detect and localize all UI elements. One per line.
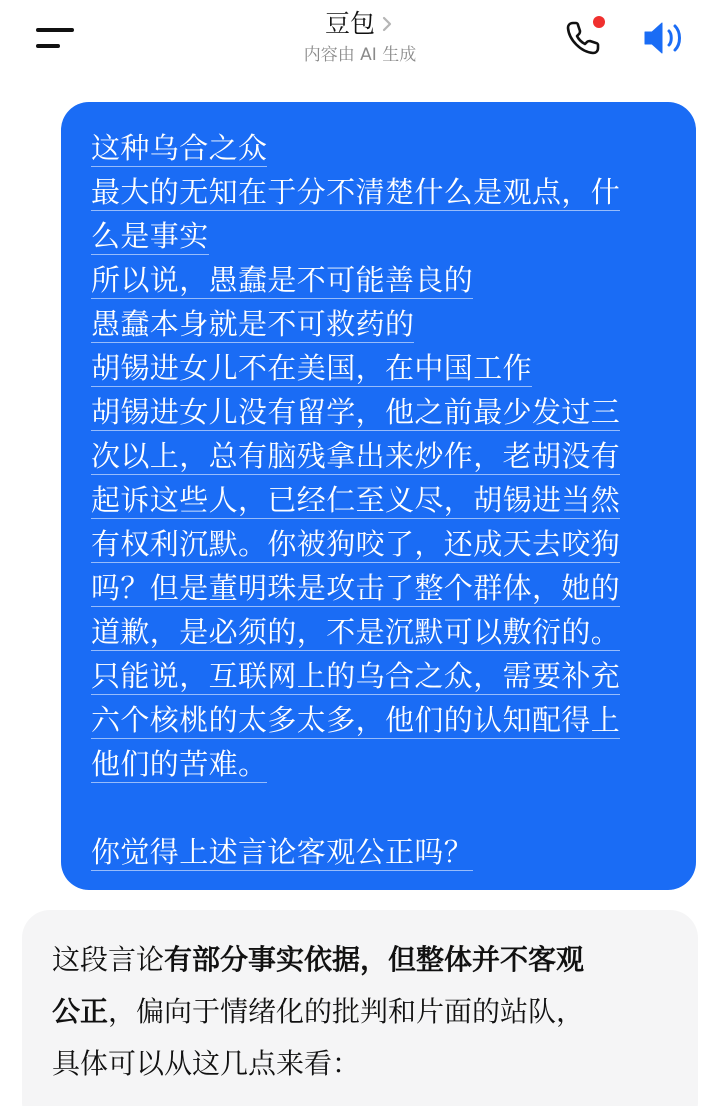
ai-reply-line1-prefix: 这段言论 <box>52 943 165 976</box>
user-message-line-text: 最大的无知在于分不清楚什么是观点，什 <box>91 175 621 209</box>
voice-playback-button[interactable] <box>642 18 690 58</box>
top-bar <box>0 0 720 82</box>
chevron-right-icon <box>379 13 395 35</box>
ai-reply-line <box>52 986 672 1038</box>
user-message-line <box>91 346 666 390</box>
user-message-line-text: 道歉，是必须的，不是沉默可以敷衍的。 <box>91 615 621 649</box>
user-message-line <box>91 390 666 434</box>
user-message-line-text: 这种乌合之众 <box>91 131 268 165</box>
ai-reply-line: 具体可以从这几点来看： <box>52 1047 361 1080</box>
user-message-line <box>91 170 666 214</box>
user-message-line-text: 胡锡进女儿不在美国，在中国工作 <box>91 351 533 385</box>
user-message-line-text: 起诉这些人，已经仁至义尽，胡锡进当然 <box>91 483 621 517</box>
user-message-line-text: 么是事实 <box>91 219 209 253</box>
user-question-line <box>91 830 666 874</box>
speaker-icon <box>642 18 690 58</box>
user-message-line <box>91 126 666 170</box>
user-message-line <box>91 566 666 610</box>
user-message-line <box>91 478 666 522</box>
user-message-line <box>91 434 666 478</box>
user-message-line-text: 愚蠢本身就是不可救药的 <box>91 307 415 341</box>
ai-disclaimer: 内容由 AI 生成 <box>303 45 417 65</box>
page-title: 豆包 <box>324 9 375 38</box>
phone-call-button[interactable] <box>563 18 607 58</box>
user-message-line-text: 胡锡进女儿没有留学，他之前最少发过三 <box>91 395 621 429</box>
user-message-line <box>91 742 666 786</box>
user-message-line <box>91 214 666 258</box>
user-message-line <box>91 302 666 346</box>
user-message-bubble[interactable] <box>61 102 696 890</box>
user-message-line <box>91 698 666 742</box>
user-message-line <box>91 258 666 302</box>
user-message-line-text: 只能说，互联网上的乌合之众，需要补充 <box>91 659 621 693</box>
user-message-line-text: 所以说，愚蠢是不可能善良的 <box>91 263 474 297</box>
user-message-line-text: 六个核桃的太多太多，他们的认知配得上 <box>91 703 621 737</box>
ai-reply-line2-rest: ，偏向于情绪化的批判和片面的站队， <box>108 995 585 1028</box>
ai-reply-bubble[interactable] <box>22 910 698 1106</box>
notification-dot <box>593 16 605 28</box>
paragraph-gap <box>91 786 666 830</box>
user-message-line <box>91 610 666 654</box>
ai-reply-line <box>52 934 672 986</box>
user-message-line-text: 有权利沉默。你被狗咬了，还成天去咬狗 <box>91 527 621 561</box>
user-message-line-text: 次以上，总有脑残拿出来炒作，老胡没有 <box>91 439 621 473</box>
user-message-line-text: 吗？但是董明珠是攻击了整个群体，她的 <box>91 571 621 605</box>
ai-reply-line2-bold: 公正 <box>52 995 109 1028</box>
bot-title-button[interactable] <box>325 8 395 40</box>
ai-reply-line1-bold: 有部分事实依据，但整体并不客观 <box>164 943 585 976</box>
user-message-line <box>91 522 666 566</box>
user-message-text <box>91 126 666 874</box>
title-area <box>0 8 720 68</box>
user-message-line <box>91 654 666 698</box>
user-message-line-text: 他们的苦难。 <box>91 747 268 781</box>
user-question-text: 你觉得上述言论客观公正吗？ <box>91 835 474 869</box>
ai-reply-text <box>52 934 672 1090</box>
